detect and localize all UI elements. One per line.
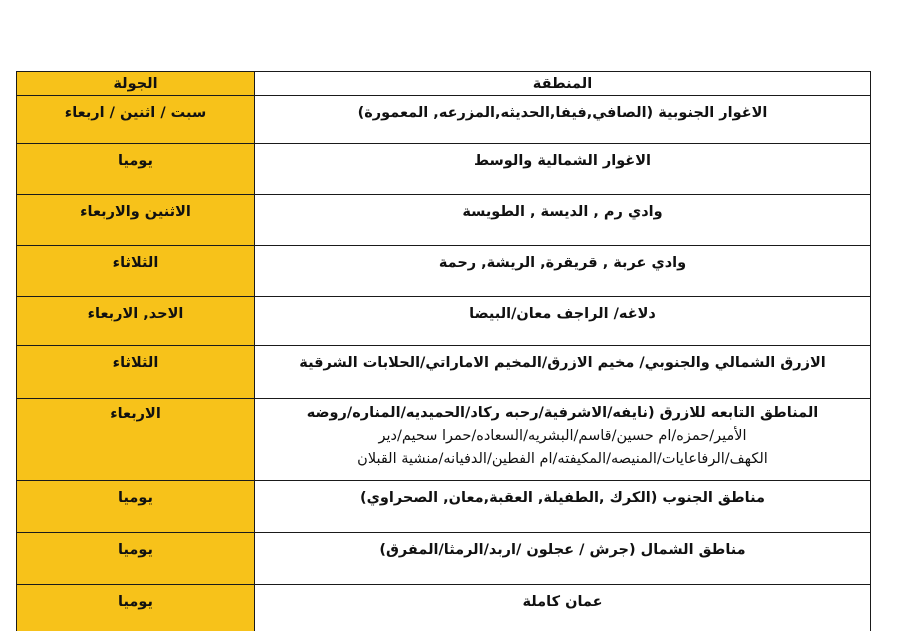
region-cell <box>255 144 871 195</box>
day-cell <box>17 481 255 533</box>
table-row <box>17 297 871 346</box>
region-cell <box>255 246 871 297</box>
day-cell <box>17 297 255 346</box>
table-row <box>17 144 871 195</box>
region-cell <box>255 585 871 631</box>
day-cell <box>17 585 255 631</box>
region-lines <box>255 399 870 471</box>
region-label: الازرق الشمالي والجنوبي/ مخيم الازرق/المخيم الاماراتي/الحلابات الشرقية <box>299 355 826 371</box>
region-label: وادي رم , الديسة , الطويسة <box>462 204 663 220</box>
region-label: مناطق الجنوب (الكرك ,الطفيلة, العقبة,معان, الصحراوي) <box>360 490 765 506</box>
day-label: الثلاثاء <box>112 355 159 371</box>
region-label: وادي عربة , قريقرة, الريشة, رحمة <box>438 255 687 271</box>
day-label: يوميا <box>118 153 153 169</box>
day-label: سبت / اثنين / اربعاء <box>64 105 207 121</box>
header-day-label: الجولة <box>113 76 158 92</box>
day-label: يوميا <box>118 594 153 610</box>
header-day-cell <box>17 72 255 96</box>
table-row <box>17 585 871 631</box>
region-label: مناطق الشمال (جرش / عجلون /اربد/الرمثا/المفرق) <box>379 542 746 558</box>
day-label: يوميا <box>118 490 153 506</box>
region-cell <box>255 399 871 481</box>
table-row <box>17 481 871 533</box>
day-cell <box>17 346 255 399</box>
schedule-table <box>16 71 871 631</box>
region-cell <box>255 481 871 533</box>
region-label: دلاغه/ الراجف معان/البيضا <box>469 306 656 322</box>
header-region-cell <box>255 72 871 96</box>
day-cell <box>17 96 255 144</box>
region-line: الأمير/حمزه/ام حسين/قاسم/البشريه/السعاده/حمرا سحيم/دير <box>378 428 747 444</box>
day-cell <box>17 399 255 481</box>
region-line: الكهف/الرفاعايات/المنيصه/المكيفته/ام الفطين/الدفيانه/منشية القبلان <box>357 451 768 467</box>
day-label: الاحد, الاربعاء <box>87 306 184 322</box>
region-label: عمان كاملة <box>522 594 603 610</box>
day-label: الثلاثاء <box>112 255 159 271</box>
region-cell <box>255 195 871 246</box>
day-cell <box>17 144 255 195</box>
table-row <box>17 246 871 297</box>
region-label: الاغوار الجنوبية (الصافي,فيفا,الحديثه,المزرعه, المعمورة) <box>357 105 768 121</box>
region-cell <box>255 346 871 399</box>
day-label: يوميا <box>118 542 153 558</box>
table-row <box>17 96 871 144</box>
region-label: الاغوار الشمالية والوسط <box>474 153 651 169</box>
day-cell <box>17 195 255 246</box>
day-label: الاربعاء <box>110 406 161 422</box>
region-cell <box>255 297 871 346</box>
table-row <box>17 533 871 585</box>
table-row <box>17 399 871 481</box>
day-cell <box>17 533 255 585</box>
region-line: المناطق التابعه للازرق (نايفه/الاشرفية/رحبه ركاد/الحميديه/المناره/روضه <box>306 405 819 421</box>
table-header-row <box>17 72 871 96</box>
region-cell <box>255 96 871 144</box>
day-label: الاثنين والاربعاء <box>80 204 191 220</box>
table-row <box>17 195 871 246</box>
header-region-label: المنطقة <box>532 76 593 92</box>
day-cell <box>17 246 255 297</box>
region-cell <box>255 533 871 585</box>
table-row <box>17 346 871 399</box>
